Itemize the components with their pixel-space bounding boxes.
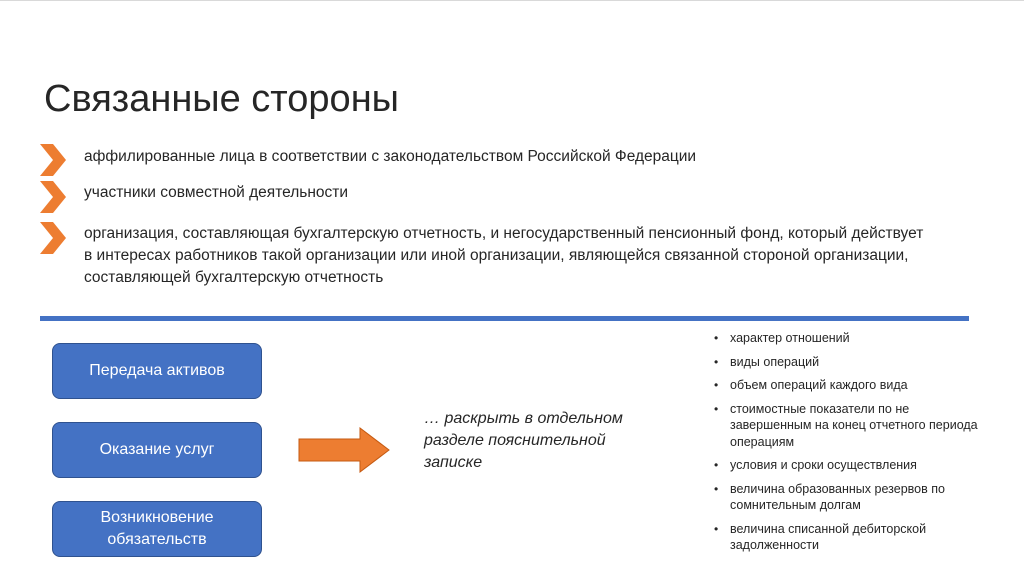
disclosure-note: … раскрыть в отдельном разделе пояснительной записке	[424, 410, 623, 471]
list-item: • характер отношений	[714, 331, 850, 345]
list-item: • условия и сроки осуществления	[714, 458, 917, 472]
list-item: • величина списанной дебиторской задолженности	[714, 521, 927, 552]
bullet-icon: •	[714, 331, 719, 345]
operation-box-services: Оказание услуг	[52, 422, 262, 478]
bullet-icon: •	[714, 458, 719, 472]
bullet-icon: •	[714, 378, 719, 392]
chevron-right-icon	[40, 222, 66, 254]
section-divider	[40, 316, 969, 321]
bullet-icon: •	[714, 521, 719, 536]
list-item: • виды операций	[714, 354, 820, 369]
list-item: • стоимостные показатели по не завершенным на конец отчетного периода операциям	[714, 401, 978, 449]
bullet-icon: •	[714, 354, 719, 369]
arrow-right-icon	[298, 427, 390, 473]
operation-box-asset-transfer: Передача активов	[52, 343, 262, 399]
party-item-affiliated: аффилированные лица в соответствии с законодательством Российской Федерации	[84, 148, 697, 165]
party-item-joint-activity: участники совместной деятельности	[84, 184, 349, 201]
party-item-pension-fund: организация, составляющая бухгалтерскую отчетность, и негосударственный пенсионный фонд, который действует в интересах работников такой организации или иной организации, являющейся связанной стороной организации, составляющей бухгалтерскую отчетность	[84, 225, 924, 286]
slide-title: Связанные стороны	[44, 78, 399, 120]
disclosure-details-list	[714, 330, 984, 561]
bullet-icon: •	[714, 401, 719, 416]
top-border	[0, 0, 1024, 1]
bullet-icon: •	[714, 481, 719, 496]
chevron-right-icon	[40, 181, 66, 213]
list-item: • объем операций каждого вида	[714, 378, 908, 392]
chevron-right-icon	[40, 144, 66, 176]
operation-box-obligations: Возникновение обязательств	[52, 501, 262, 557]
list-item: • величина образованных резервов по сомнительным долгам	[714, 481, 945, 512]
